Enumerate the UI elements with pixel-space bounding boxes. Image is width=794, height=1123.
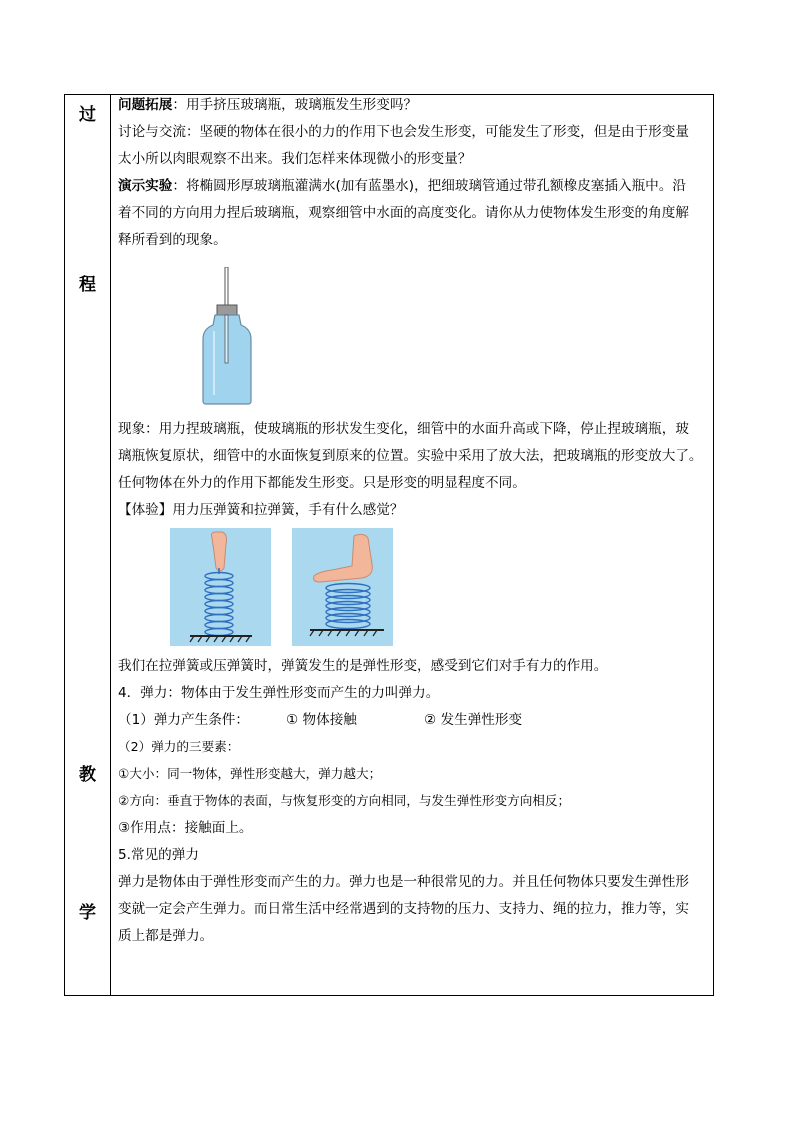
conditions-label: （1）弹力产生条件： [118,712,249,728]
line-discussion-1: 讨论与交流：坚硬的物体在很小的力的作用下也会发生形变，可能发生了形变，但是由于形变量 [118,124,689,140]
column-divider [110,95,111,995]
line-discussion-2: 太小所以肉眼观察不出来。我们怎样来体现微小的形变量？ [118,151,472,167]
condition-deform: ② 发生弹性形变 [424,712,523,728]
demo-label: 演示实验 [118,178,173,194]
question-label: 问题拓展 [118,97,173,113]
line-magnitude: ①大小：同一物体，弹性形变越大，弹力越大； [118,766,382,781]
bottle-figure [200,267,254,405]
line-question [118,92,417,118]
lesson-table [64,94,714,996]
line-elastic-def: 4．弹力：物体由于发生弹性形变而产生的力叫弹力。 [118,685,440,701]
question-text: ：用手挤压玻璃瓶，玻璃瓶发生形变吗？ [172,97,418,113]
line-point: ③作用点：接触面上。 [118,820,253,836]
side-label-guo: 过 [79,105,96,125]
line-phenomenon-1: 现象：用力捏玻璃瓶，使玻璃瓶的形状发生变化，细管中的水面升高或下降，停止捏玻璃瓶，玻 [118,421,689,437]
line-phenomenon-2: 璃瓶恢复原状，细管中的水面恢复到原来的位置。实验中采用了放大法，把玻璃瓶的形变放大了。 [118,448,703,464]
line-spring-feel: 我们在拉弹簧或压弹簧时，弹簧发生的是弹性形变，感受到它们对手有力的作用。 [118,658,608,674]
side-label-xue: 学 [79,903,96,923]
spring-pull-figure [170,528,271,646]
line-demo-2: 着不同的方向用力捏后玻璃瓶，观察细管中水面的高度变化。请你从力使物体发生形变的角度解 [118,205,689,221]
line-phenomenon-3: 任何物体在外力的作用下都能发生形变。只是形变的明显程度不同。 [118,475,526,491]
line-common-heading: 5.常见的弹力 [118,847,199,863]
demo-text: ：将椭圆形厚玻璃瓶灌满水(加有蓝墨水)，把细玻璃管通过带孔额橡皮塞插入瓶中。沿 [172,178,686,194]
line-demo-3: 释所看到的现象。 [118,232,227,248]
line-experience: 【体验】用力压弹簧和拉弹簧，手有什么感觉？ [118,502,404,518]
side-label-cheng: 程 [79,275,96,295]
line-conditions [118,707,522,733]
line-common-1: 弹力是物体由于弹性形变而产生的力。弹力也是一种很常见的力。并且任何物体只要发生弹性形 [118,874,689,890]
spring-press-figure [292,528,393,646]
line-common-3: 质上都是弹力。 [118,928,214,944]
line-three-elements: （2）弹力的三要素： [118,739,240,754]
line-direction: ②方向：垂直于物体的表面，与恢复形变的方向相同，与发生弹性形变方向相反； [118,793,571,808]
side-label-jiao: 教 [79,765,96,785]
condition-contact: ① 物体接触 [286,712,357,728]
line-common-2: 变就一定会产生弹力。而日常生活中经常遇到的支持物的压力、支持力、绳的拉力，推力等，实 [118,901,689,917]
line-demo-1 [118,173,686,199]
